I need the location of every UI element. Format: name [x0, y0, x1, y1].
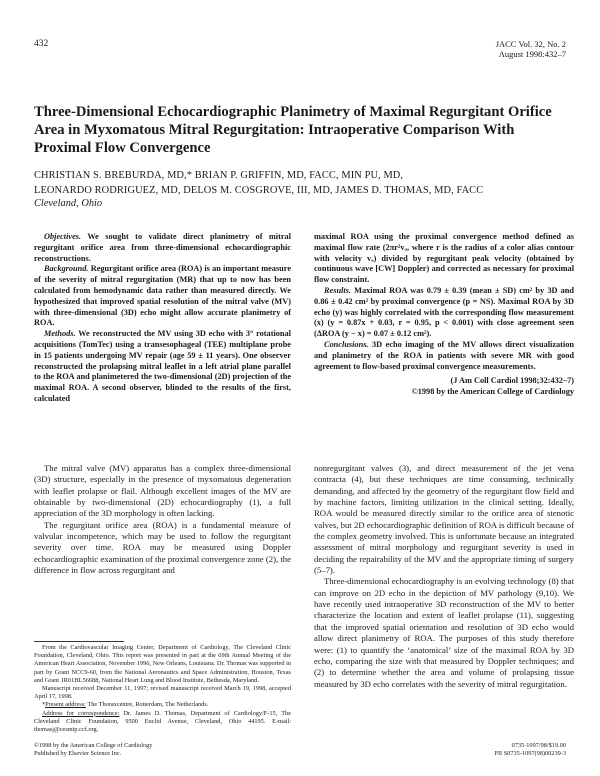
copyright-notice: ©1998 by the American College of Cardiology	[411, 387, 574, 397]
background-label: Background.	[44, 264, 89, 274]
conclusions-label: Conclusions.	[324, 339, 369, 349]
abstract-right-column	[314, 232, 574, 398]
footer-publisher: Published by Elsevier Science Inc.	[34, 750, 122, 757]
journal-volume: JACC Vol. 32, No. 2	[495, 39, 566, 49]
citation: (J Am Coll Cardiol 1998;32:432–7)	[450, 376, 574, 386]
correspondence-text: Dr. James D. Thomas, Department of Cardiology/F-15, The Cleveland Clinic Foundation, 9500 Euclid Avenue, Cleveland, Ohio 44195. E-mail: thomasj@cesmtp.ccf.org.	[34, 709, 291, 734]
footer-pii: PII S0735-1097(98)00239-3	[494, 750, 566, 757]
methods-text: We reconstructed the MV using 3D echo with 3° rotational acquisitions (TomTec) using a transesophageal (TEE) multiplane probe in 15 patients undergoing MV repair (age 59 ± 11 years). One observer reconstructed the prolapsing mitral leaflet in a left atrial plane parallel to the ROA and planimetered the two-dimensional (2D) projection of the maximal ROA. A second observer, blinded to the results of the first, calculated	[34, 329, 291, 403]
correspondence-label: Address for correspondence:	[42, 709, 120, 717]
footnote-divider	[34, 641, 124, 642]
journal-date-pages: August 1998:432–7	[498, 49, 566, 59]
footnote-present-address: *Present address: The Thoraxcentre, Rotterdam, The Netherlands.	[42, 701, 209, 709]
body-paragraph: The mitral valve (MV) apparatus has a complex three-dimensional (3D) structure, especially in the presence of myxomatous degeneration with leaflet prolapse or flail. Although excellent images of the MV are obtainable by two-dimensional (2D) echocardiography (1), a full appreciation of the 3D morphology is often lacking.	[34, 463, 291, 519]
body-right-column	[314, 463, 574, 690]
objectives-label: Objectives.	[44, 232, 82, 241]
abstract-objectives	[34, 232, 291, 264]
authors-line-2: LEONARDO RODRIGUEZ, MD, DELOS M. COSGROVE, III, MD, JAMES D. THOMAS, MD, FACC	[34, 185, 484, 196]
abstract-left-column	[34, 232, 291, 405]
body-paragraph: Three-dimensional echocardiography is an evolving technology (8) that can improve on 2D echo in the depiction of MV pathology (9,10). We have recently used intraoperative 3D reconstruction of the MV to better characterize the location and extent of leaflet prolapse (11), suggesting that the improved spatial orientation and resolution of 3D echo would allow direct planimetry of ROA. The purposes of this study therefore were: (1) to quantify the ‘anatomical’ size of the maximal ROA by 3D echo, comparing the size with that measured by Doppler techniques; and (2) to determine whether the area and volume of prolapsing tissue measured by 3D echo correlates with the severity of mitral regurgitation.	[314, 576, 574, 689]
authors-line-1: CHRISTIAN S. BREBURDA, MD,* BRIAN P. GRIFFIN, MD, FACC, MIN PU, MD,	[34, 170, 404, 181]
abstract-results	[314, 286, 574, 340]
author-list	[34, 168, 574, 198]
page-number: 432	[34, 39, 49, 49]
footer-issn-price: 0735-1097/98/$19.00	[511, 742, 566, 749]
methods-label: Methods.	[44, 329, 76, 339]
background-text: Regurgitant orifice area (ROA) is an important measure of the severity of mitral regurgitation (MR) that up to now has been calculated from hemodynamic data rather than measured directly. We hypothesized that improved spatial resolution of the mitral valve (MV) with three-dimensional (3D) echo might allow accurate planimetry of ROA.	[34, 264, 291, 328]
conclusions-text: 3D echo imaging of the MV allows direct visualization and planimetry of the ROA in patients with severe MR with good agreement to flow-based proximal convergence measurements.	[314, 339, 575, 371]
footnotes	[34, 644, 291, 734]
footnote-received: Manuscript received December 11, 1997; revised manuscript received March 19, 1998, accepted April 17, 1998.	[34, 685, 291, 701]
body-paragraph: The regurgitant orifice area (ROA) is a fundamental measure of valvular incompetence, which may be used to follow the regurgitant severity over time. ROA may be measured using Doppler echocardiographic examination of the proximal convergence zone (2), the difference in flow across regurgitant and	[34, 519, 291, 576]
author-location: Cleveland, Ohio	[34, 198, 103, 209]
body-paragraph: nonregurgitant valves (3), and direct measurement of the jet vena contracta (4), but these techniques are time consuming, technically demanding, and affected by the geometry of the regurgitant flow field and by machine factors, limiting utilization in the clinical setting. Ideally, ROA would be measured directly similar to the orifice area of stenotic valves, but 2D echocardiographic definition of ROA is difficult because of the complex geometry involved. This is unfortunate because an integrated assessment of mitral morphology and regurgitant severity is used in deciding the repairability of the MV and the appropriate timing of surgery (5–7).	[314, 463, 574, 576]
article-title: Three-Dimensional Echocardiographic Planimetry of Maximal Regurgitant Orifice Area in Myxomatous Mitral Regurgitation: Intraoperative Comparison With Proximal Flow Convergence	[34, 104, 552, 156]
footnote-correspondence	[34, 710, 291, 735]
results-label: Results.	[324, 285, 351, 295]
abstract-methods-continued: maximal ROA using the proximal convergence method defined as maximal flow rate (2πr²vₐ, where r is the radius of a color alias contour with velocity vₐ) divided by regurgitant peak velocity (obtained by continuous wave [CW] Doppler) and corrected as necessary for proximal flow constraint.	[314, 232, 574, 285]
footer-copyright: ©1998 by the American College of Cardiology	[34, 742, 153, 749]
abstract-conclusions	[314, 340, 574, 372]
abstract-background	[34, 264, 291, 329]
abstract-methods	[34, 329, 291, 405]
present-address-label: Present address:	[45, 701, 86, 709]
identifier-footer	[494, 742, 566, 758]
objectives-text: We sought to validate direct planimetry of mitral regurgitant orifice area from three-dimensional echocardiographic reconstructions.	[34, 232, 291, 263]
present-address-text: The Thoraxcentre, Rotterdam, The Netherlands.	[87, 701, 209, 709]
publisher-footer	[34, 742, 152, 758]
journal-header	[496, 39, 566, 59]
footnote-affiliation: From the Cardiovascular Imaging Center, Department of Cardiology, The Cleveland Clinic Foundation, Cleveland, Ohio. This report was presented in part at the 69th Annual Meeting of the American Heart Association, November 1996, New Orleans, Louisiana. Dr. Thomas was supported in part by Grant NCC9-60, from the National Aeronautics and Space Administration, Houston, Texas and Grant 1R01HL56688, National Heart Lung and Blood Institute, Bethesda, Maryland.	[34, 644, 291, 684]
body-left-column	[34, 463, 291, 576]
results-text: Maximal ROA was 0.79 ± 0.39 (mean ± SD) cm² by 3D and 0.86 ± 0.42 cm² by proximal convergence (p = NS). Maximal ROA by 3D echo (y) was highly correlated with the corresponding flow measurement (x) (y = 0.87x + 0.03, r = 0.95, p < 0.001) with close agreement seen (ΔROA (y − x) = 0.07 ± 0.12 cm²).	[314, 285, 574, 339]
